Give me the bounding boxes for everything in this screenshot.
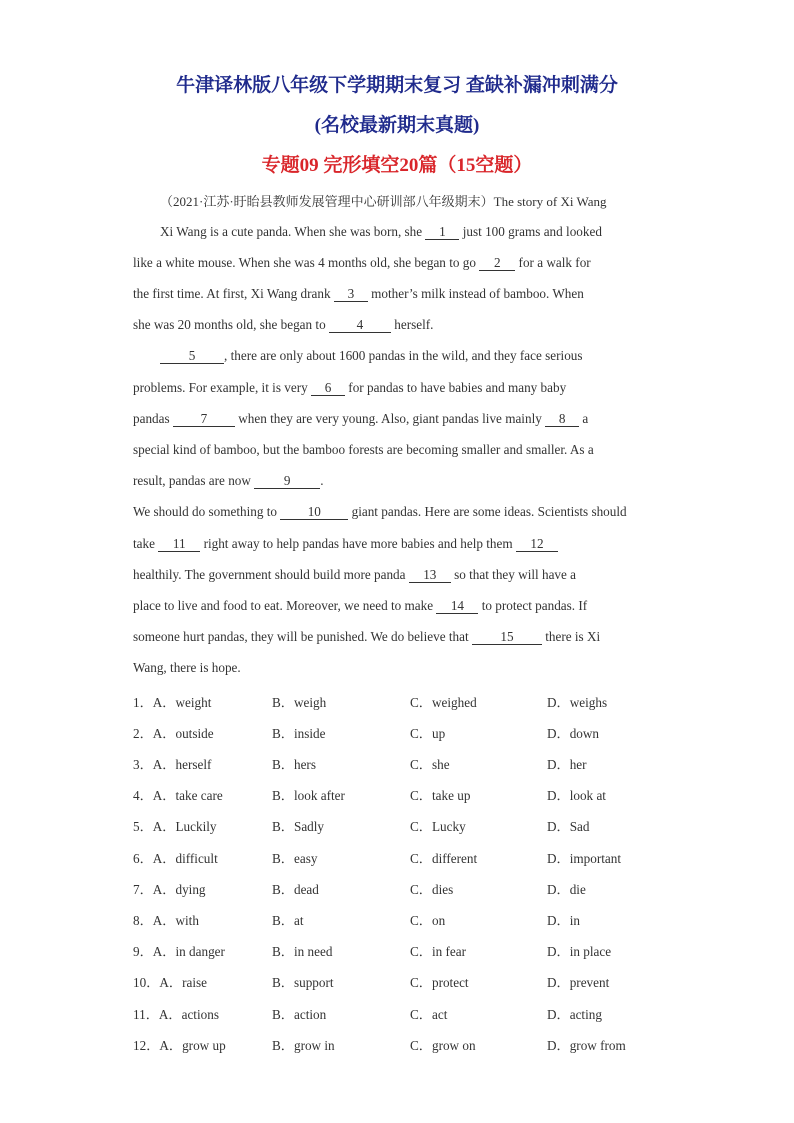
option-a[interactable]: 8．A．with: [133, 913, 199, 928]
topic-heading: 专题09 完形填空20篇（15空题）: [261, 155, 533, 176]
option-b[interactable]: B．hers: [272, 757, 316, 772]
option-b[interactable]: B．grow in: [272, 1038, 335, 1053]
passage-line: 5 , there are only about 1600 pandas in the wild, and they face serious: [160, 348, 690, 364]
passage-line: result, pandas are now 9 .: [133, 473, 324, 488]
passage-line: Wang, there is hope.: [133, 660, 241, 675]
option-c[interactable]: C．Lucky: [410, 819, 466, 834]
option-d[interactable]: D．important: [547, 851, 621, 866]
option-d[interactable]: D．her: [547, 757, 587, 772]
option-d[interactable]: D．prevent: [547, 975, 610, 990]
option-row-6: [133, 848, 693, 868]
option-b[interactable]: B．inside: [272, 726, 326, 741]
passage-line: special kind of bamboo, but the bamboo forests are becoming smaller and smaller. As a: [133, 442, 594, 457]
blank-2: 2: [479, 256, 515, 271]
option-row-2: [133, 723, 693, 743]
option-row-1: [133, 692, 693, 712]
option-a[interactable]: 12．A．grow up: [133, 1038, 226, 1053]
option-b[interactable]: B．support: [272, 975, 334, 990]
blank-1: 1: [425, 225, 459, 240]
option-row-8: [133, 910, 693, 930]
option-a[interactable]: 2．A．outside: [133, 726, 214, 741]
option-c[interactable]: C．grow on: [410, 1038, 476, 1053]
blank-15: 15: [472, 630, 542, 645]
option-c[interactable]: C．weighed: [410, 695, 477, 710]
passage-line: place to live and food to eat. Moreover, we need to make 14 to protect pandas. If: [133, 598, 588, 613]
passage-line: someone hurt pandas, they will be punished. We do believe that 15 there is Xi: [133, 629, 601, 644]
option-b[interactable]: B．easy: [272, 851, 318, 866]
option-d[interactable]: D．weighs: [547, 695, 608, 710]
option-a[interactable]: 9．A．in danger: [133, 944, 225, 959]
page-title: 牛津译林版八年级下学期期末复习 查缺补漏冲刺满分: [176, 75, 618, 96]
blank-6: 6: [311, 381, 345, 396]
blank-8: 8: [545, 412, 579, 427]
blank-9: 9: [254, 474, 320, 489]
passage-line: the first time. At first, Xi Wang drank 3 mother’s milk instead of bamboo. When: [133, 286, 584, 301]
option-row-11: [133, 1004, 693, 1024]
option-row-4: [133, 785, 693, 805]
option-b[interactable]: B．at: [272, 913, 304, 928]
option-d[interactable]: D．Sad: [547, 819, 590, 834]
option-c[interactable]: C．in fear: [410, 944, 467, 959]
option-b[interactable]: B．dead: [272, 882, 319, 897]
option-a[interactable]: 5．A．Luckily: [133, 819, 217, 834]
option-a[interactable]: 10．A．raise: [133, 975, 207, 990]
option-b[interactable]: B．Sadly: [272, 819, 325, 834]
passage-line: problems. For example, it is very 6 for pandas to have babies and many baby: [133, 380, 567, 395]
option-c[interactable]: C．protect: [410, 975, 469, 990]
page-subtitle: (名校最新期末真题): [314, 115, 480, 136]
option-row-9: [133, 941, 693, 961]
option-b[interactable]: B．weigh: [272, 695, 327, 710]
option-c[interactable]: C．different: [410, 851, 478, 866]
option-d[interactable]: D．in: [547, 913, 580, 928]
blank-3: 3: [334, 287, 368, 302]
option-row-12: [133, 1035, 693, 1055]
passage-line: like a white mouse. When she was 4 months old, she began to go 2 for a walk for: [133, 255, 591, 270]
option-row-5: [133, 816, 693, 836]
option-d[interactable]: D．die: [547, 882, 586, 897]
blank-10: 10: [280, 505, 348, 520]
passage-line: take 11 right away to help pandas have more babies and help them 12: [133, 536, 663, 552]
option-d[interactable]: D．acting: [547, 1007, 602, 1022]
passage-source: （2021·江苏·盱眙县教师发展管理中心研训部八年级期末）The story of Xi Wang: [160, 194, 607, 209]
blank-14: 14: [436, 599, 478, 614]
option-b[interactable]: B．look after: [272, 788, 345, 803]
blank-5: 5: [160, 349, 224, 364]
option-row-3: [133, 754, 693, 774]
option-a[interactable]: 11．A．actions: [133, 1007, 219, 1022]
passage-line: We should do something to 10 giant pandas. Here are some ideas. Scientists should: [133, 504, 627, 519]
option-c[interactable]: C．dies: [410, 882, 454, 897]
passage-line: pandas 7 when they are very young. Also, giant pandas live mainly 8 a: [133, 411, 589, 426]
option-c[interactable]: C．on: [410, 913, 446, 928]
blank-7: 7: [173, 412, 235, 427]
option-b[interactable]: B．action: [272, 1007, 327, 1022]
option-d[interactable]: D．in place: [547, 944, 612, 959]
option-a[interactable]: 3．A．herself: [133, 757, 212, 772]
option-c[interactable]: C．take up: [410, 788, 471, 803]
blank-11: 11: [158, 537, 200, 552]
option-a[interactable]: 1．A．weight: [133, 695, 212, 710]
blank-4: 4: [329, 318, 391, 333]
option-a[interactable]: 7．A．dying: [133, 882, 206, 897]
passage-line: Xi Wang is a cute panda. When she was born, she 1 just 100 grams and looked: [160, 224, 602, 239]
passage-line: she was 20 months old, she began to 4 herself.: [133, 317, 434, 332]
option-c[interactable]: C．up: [410, 726, 446, 741]
option-row-7: [133, 879, 693, 899]
option-d[interactable]: D．down: [547, 726, 600, 741]
option-d[interactable]: D．look at: [547, 788, 606, 803]
option-d[interactable]: D．grow from: [547, 1038, 626, 1053]
option-c[interactable]: C．she: [410, 757, 450, 772]
option-a[interactable]: 6．A．difficult: [133, 851, 218, 866]
blank-12: 12: [516, 537, 558, 552]
passage-line: healthily. The government should build more panda 13 so that they will have a: [133, 567, 577, 582]
option-row-10: [133, 972, 693, 992]
option-c[interactable]: C．act: [410, 1007, 448, 1022]
blank-13: 13: [409, 568, 451, 583]
option-b[interactable]: B．in need: [272, 944, 333, 959]
option-a[interactable]: 4．A．take care: [133, 788, 223, 803]
